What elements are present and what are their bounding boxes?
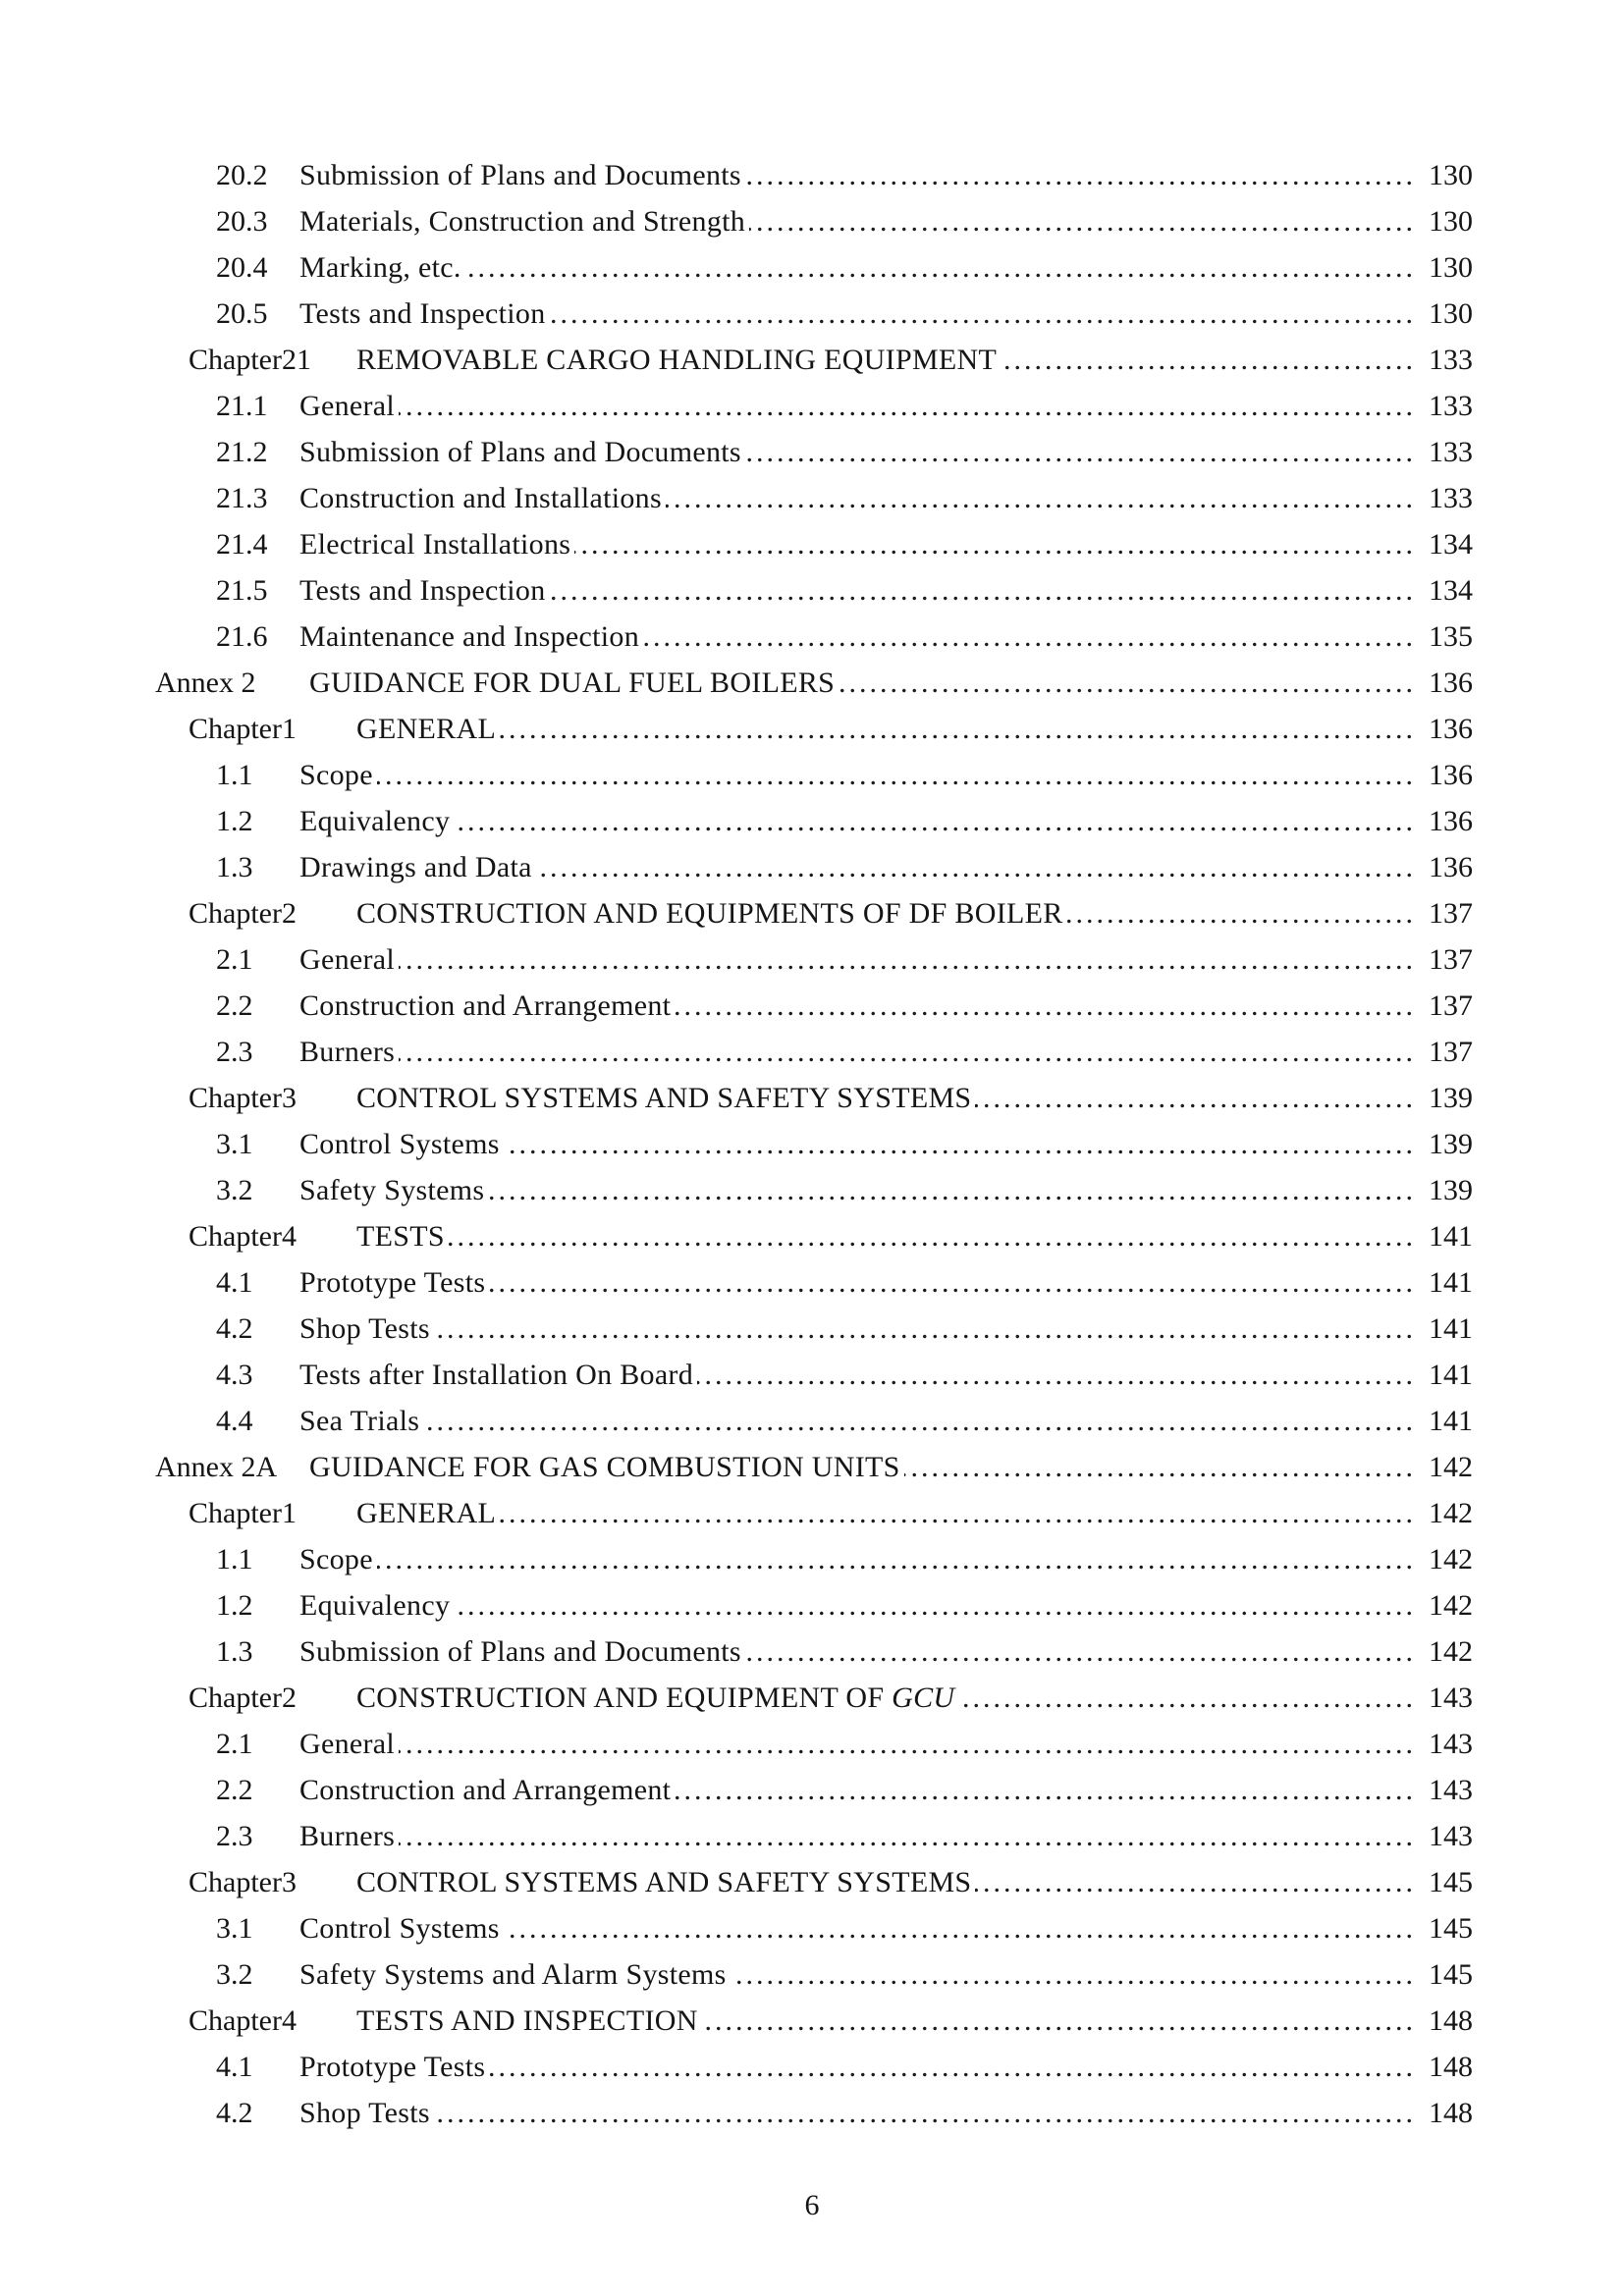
dot-leader: [536, 844, 1416, 890]
toc-entry-title: Drawings and Data: [299, 851, 532, 883]
toc-entry-title: TESTS: [356, 1220, 445, 1253]
toc-entry-title: Submission of Plans and Documents: [299, 436, 741, 468]
toc-entry-label: 21.1: [216, 390, 268, 422]
toc-entry-label-number: 1: [281, 713, 297, 745]
toc-entry-title: Control Systems: [299, 1912, 500, 1945]
toc-entry: [0, 752, 1624, 798]
toc-entry-label: 2.3: [216, 1036, 253, 1068]
toc-entry-title: Equivalency: [299, 1589, 451, 1622]
toc-entry-page: 137: [1429, 943, 1473, 976]
toc-entry-title: Prototype Tests: [299, 2051, 486, 2083]
toc-entry-title: General: [299, 943, 396, 976]
toc-entry: [0, 383, 1624, 429]
toc-entry-label-number: 3: [281, 1866, 297, 1898]
toc-entry-title: Tests and Inspection: [299, 574, 546, 607]
toc-entry-label-text: Annex 2: [155, 667, 256, 699]
toc-entry-label: [189, 1675, 356, 1721]
dot-leader: [745, 152, 1416, 198]
toc-entry-label: 4.2: [216, 1312, 253, 1345]
toc-entry-page: 145: [1429, 1958, 1473, 1991]
toc-entry-label: 21.4: [216, 528, 268, 561]
toc-entry-label: 2.1: [216, 1728, 253, 1760]
toc-entry: [0, 1629, 1624, 1675]
toc-entry-page: 148: [1429, 2004, 1473, 2037]
toc-entry-title: Sea Trials: [299, 1405, 420, 1437]
toc-entry: [0, 429, 1624, 475]
dot-leader: [423, 1398, 1416, 1444]
toc-entry-label: 2.3: [216, 1820, 253, 1852]
toc-entry: [0, 1075, 1624, 1121]
toc-entry: [0, 1352, 1624, 1398]
toc-entry-title: TESTS AND INSPECTION: [356, 2004, 698, 2037]
toc-entry-title: Burners: [299, 1036, 396, 1068]
toc-entry-page: 143: [1429, 1774, 1473, 1806]
dot-leader: [454, 1582, 1416, 1629]
toc-entry-label: [189, 337, 356, 383]
toc-entry: [0, 890, 1624, 936]
dot-leader: [399, 1813, 1416, 1859]
toc-entry-label: 21.5: [216, 574, 268, 607]
toc-entry-label-number: 2: [281, 897, 297, 930]
toc-entry-page: 136: [1429, 667, 1473, 699]
dot-leader: [643, 614, 1416, 660]
toc-entry-title: Maintenance and Inspection: [299, 620, 640, 653]
toc-entry-label-number: 3: [281, 1082, 297, 1114]
toc-entry-page: 143: [1429, 1728, 1473, 1760]
toc-entry-title: Equivalency: [299, 805, 451, 837]
toc-entry: [0, 1121, 1624, 1167]
toc-entry-label: 1.3: [216, 1635, 253, 1668]
dot-leader: [399, 936, 1416, 983]
toc-entry-label: 3.2: [216, 1958, 253, 1991]
toc-entry-label: 2.2: [216, 1774, 253, 1806]
toc-entry-label: [189, 1075, 356, 1121]
toc-entry-label: [189, 1213, 356, 1259]
toc-entry-label: [189, 1859, 356, 1905]
toc-entry-page: 136: [1429, 713, 1473, 745]
toc-entry: [0, 1951, 1624, 1998]
toc-entry-title: Scope: [299, 1543, 373, 1575]
toc-entry-page: 130: [1429, 251, 1473, 284]
toc-entry: [0, 1905, 1624, 1951]
toc-entry-title: Construction and Installations: [299, 482, 662, 514]
toc-entry-label: 3.1: [216, 1912, 253, 1945]
dot-leader: [454, 798, 1416, 844]
dot-leader: [489, 2044, 1416, 2090]
toc-entry-label-number: 4: [281, 1220, 297, 1253]
toc-entry-page: 136: [1429, 851, 1473, 883]
dot-leader: [399, 383, 1416, 429]
toc-entry: [0, 1675, 1624, 1721]
toc-entry-page: 133: [1429, 344, 1473, 376]
toc-entry-page: 145: [1429, 1912, 1473, 1945]
toc-entry-page: 142: [1429, 1543, 1473, 1575]
toc-entry-title: CONTROL SYSTEMS AND SAFETY SYSTEMS: [356, 1866, 972, 1898]
toc-entry-label: 20.2: [216, 159, 268, 191]
toc-entry: [0, 660, 1624, 706]
footer-page-number: 6: [804, 2189, 820, 2221]
toc-entry-label: 3.1: [216, 1128, 253, 1160]
toc-entry: [0, 1029, 1624, 1075]
dot-leader: [697, 1352, 1416, 1398]
toc-entry: [0, 798, 1624, 844]
toc-entry-label-word: Chapter: [189, 1082, 282, 1114]
toc-entry-label: [189, 1998, 356, 2044]
dot-leader: [550, 567, 1416, 614]
dot-leader: [745, 429, 1416, 475]
toc-entry-title: Scope: [299, 759, 373, 791]
toc-entry-label: 4.3: [216, 1359, 253, 1391]
toc-entry-title: Construction and Arrangement: [299, 1774, 672, 1806]
toc-entry-label: 4.1: [216, 2051, 253, 2083]
toc-entry-title: Burners: [299, 1820, 396, 1852]
dot-leader: [574, 521, 1416, 567]
toc-entry: [0, 1490, 1624, 1536]
toc-entry-page: 130: [1429, 159, 1473, 191]
toc-entry-page: 134: [1429, 528, 1473, 561]
toc-entry-title: Control Systems: [299, 1128, 500, 1160]
toc-entry-page: 133: [1429, 436, 1473, 468]
dot-leader: [399, 1029, 1416, 1075]
toc-entry-label-word: Chapter: [189, 1220, 282, 1253]
toc-entry: [0, 2090, 1624, 2136]
toc-entry-title-italic: GCU: [892, 1682, 955, 1714]
dot-leader: [675, 983, 1416, 1029]
toc-entry-label-number: 4: [281, 2004, 297, 2037]
toc-entry-label: [189, 1490, 356, 1536]
dot-leader: [1001, 337, 1416, 383]
toc-entry-page: 141: [1429, 1220, 1473, 1253]
toc-entry-title: GUIDANCE FOR GAS COMBUSTION UNITS: [309, 1451, 900, 1483]
toc-entry: [0, 706, 1624, 752]
toc-entry-title: Tests after Installation On Board: [299, 1359, 694, 1391]
toc-entry-label-word: Chapter: [189, 344, 282, 376]
toc-entry: [0, 1767, 1624, 1813]
toc-entry-title: GUIDANCE FOR DUAL FUEL BOILERS: [309, 667, 836, 699]
dot-leader: [434, 2090, 1416, 2136]
toc-entry-page: 130: [1429, 205, 1473, 238]
toc-entry-page: 139: [1429, 1082, 1473, 1114]
toc-entry-label-word: Chapter: [189, 1497, 282, 1529]
toc-entry: [0, 1998, 1624, 2044]
toc-entry-label: 2.1: [216, 943, 253, 976]
toc-entry-page: 143: [1429, 1682, 1473, 1714]
toc-entry: [0, 844, 1624, 890]
toc-entry-title: General: [299, 1728, 396, 1760]
toc-entry-title: CONSTRUCTION AND EQUIPMENT OF GCU: [356, 1682, 955, 1714]
toc-entry-page: 137: [1429, 989, 1473, 1022]
toc-entry-page: 134: [1429, 574, 1473, 607]
toc-entry-label: 20.3: [216, 205, 268, 238]
toc-entry: [0, 152, 1624, 198]
dot-leader: [504, 1905, 1416, 1951]
toc-entry-label: 3.2: [216, 1174, 253, 1206]
toc-entry-title: Submission of Plans and Documents: [299, 1635, 741, 1668]
toc-entry-page: 130: [1429, 297, 1473, 330]
dot-leader: [465, 244, 1416, 291]
toc-entry-label: [155, 1444, 309, 1490]
toc-entry: [0, 198, 1624, 244]
dot-leader: [675, 1767, 1416, 1813]
toc-entry-title: General: [299, 390, 396, 422]
toc-entry: [0, 1306, 1624, 1352]
toc-entry-title: GENERAL: [356, 1497, 497, 1529]
toc-entry-page: 148: [1429, 2051, 1473, 2083]
toc-entry: [0, 1721, 1624, 1767]
toc-entry-label: 4.4: [216, 1405, 253, 1437]
toc-entry-page: 143: [1429, 1820, 1473, 1852]
toc-entry-page: 142: [1429, 1589, 1473, 1622]
toc-entry-label-word: Chapter: [189, 1866, 282, 1898]
toc-entry: [0, 567, 1624, 614]
toc-entry-label: 1.3: [216, 851, 253, 883]
toc-entry: [0, 1813, 1624, 1859]
dot-leader: [749, 198, 1416, 244]
toc-entry-title: Safety Systems and Alarm Systems: [299, 1958, 727, 1991]
dot-leader: [550, 291, 1416, 337]
toc-entry-label: [155, 660, 309, 706]
toc-entry-page: 141: [1429, 1266, 1473, 1299]
dot-leader: [1067, 890, 1416, 936]
toc-entry: [0, 1213, 1624, 1259]
toc-entry: [0, 337, 1624, 383]
toc-entry-label-word: Chapter: [189, 2004, 282, 2037]
toc-entry: [0, 1259, 1624, 1306]
toc-entry: [0, 1536, 1624, 1582]
toc-entry: [0, 291, 1624, 337]
toc-entry-page: 141: [1429, 1359, 1473, 1391]
toc-entry-page: 137: [1429, 1036, 1473, 1068]
toc-entry: [0, 1582, 1624, 1629]
toc-entry-page: 145: [1429, 1866, 1473, 1898]
toc-entry-title: Marking, etc.: [299, 251, 461, 284]
toc-entry-title: Shop Tests: [299, 2097, 430, 2129]
toc-entry-page: 133: [1429, 390, 1473, 422]
dot-leader: [904, 1444, 1416, 1490]
toc-entry-label: 20.4: [216, 251, 268, 284]
dot-leader: [504, 1121, 1416, 1167]
toc-entry-title: Shop Tests: [299, 1312, 430, 1345]
toc-entry-label-number: 1: [281, 1497, 297, 1529]
dot-leader: [489, 1259, 1416, 1306]
toc-entry-label-word: Chapter: [189, 713, 282, 745]
toc-entry-title: CONSTRUCTION AND EQUIPMENTS OF DF BOILER: [356, 897, 1063, 930]
toc-entry-label: 4.1: [216, 1266, 253, 1299]
toc-entry-page: 137: [1429, 897, 1473, 930]
dot-leader: [377, 752, 1416, 798]
toc-entry-title: REMOVABLE CARGO HANDLING EQUIPMENT: [356, 344, 998, 376]
toc-entry: [0, 2044, 1624, 2090]
toc-entry-title: Tests and Inspection: [299, 297, 546, 330]
dot-leader: [500, 1490, 1416, 1536]
dot-leader: [500, 706, 1416, 752]
toc-entry-label: [189, 706, 356, 752]
toc-entry-page: 142: [1429, 1451, 1473, 1483]
toc-entry-label: 1.1: [216, 759, 253, 791]
toc-entry-label-text: Annex 2A: [155, 1451, 278, 1483]
toc-entry: [0, 983, 1624, 1029]
dot-leader: [666, 475, 1416, 521]
dot-leader: [399, 1721, 1416, 1767]
dot-leader: [434, 1306, 1416, 1352]
toc-entry: [0, 475, 1624, 521]
toc-entry-label-number: 2: [281, 1682, 297, 1714]
toc-entry-label-word: Chapter: [189, 1682, 282, 1714]
toc-entry-label: 21.2: [216, 436, 268, 468]
toc-entry: [0, 244, 1624, 291]
toc-entry: [0, 521, 1624, 567]
toc-entry-label: 1.2: [216, 1589, 253, 1622]
toc-entry-page: 135: [1429, 620, 1473, 653]
toc-entry-title: CONTROL SYSTEMS AND SAFETY SYSTEMS: [356, 1082, 972, 1114]
toc-entry-title: Submission of Plans and Documents: [299, 159, 741, 191]
dot-leader: [745, 1629, 1416, 1675]
toc-entry-title: Safety Systems: [299, 1174, 485, 1206]
toc-entry-label-number: 21: [281, 344, 311, 376]
dot-leader: [839, 660, 1416, 706]
toc-entry-page: 139: [1429, 1174, 1473, 1206]
toc-entry-label: [189, 890, 356, 936]
toc-entry-page: 139: [1429, 1128, 1473, 1160]
toc-entry-title: Materials, Construction and Strength: [299, 205, 746, 238]
toc-entry-title: Construction and Arrangement: [299, 989, 672, 1022]
dot-leader: [702, 1998, 1416, 2044]
dot-leader: [449, 1213, 1416, 1259]
toc-entry-label: 20.5: [216, 297, 268, 330]
toc-entry-label: 4.2: [216, 2097, 253, 2129]
toc-entry-page: 141: [1429, 1405, 1473, 1437]
toc-entry-label: 21.6: [216, 620, 268, 653]
toc-entry: [0, 936, 1624, 983]
toc-entry-page: 133: [1429, 482, 1473, 514]
toc-entry-title: Prototype Tests: [299, 1266, 486, 1299]
toc-entry-page: 136: [1429, 805, 1473, 837]
toc-entry-page: 141: [1429, 1312, 1473, 1345]
toc-entry-label: 1.2: [216, 805, 253, 837]
dot-leader: [975, 1859, 1416, 1905]
toc-entry-title: GENERAL: [356, 713, 497, 745]
dot-leader: [488, 1167, 1416, 1213]
toc-entry-page: 142: [1429, 1497, 1473, 1529]
toc-entry-page: 142: [1429, 1635, 1473, 1668]
toc-entry: [0, 1859, 1624, 1905]
table-of-contents: [0, 152, 1624, 2136]
toc-entry-label-word: Chapter: [189, 897, 282, 930]
toc-entry-label: 21.3: [216, 482, 268, 514]
toc-entry-label: 1.1: [216, 1543, 253, 1575]
toc-entry-title: Electrical Installations: [299, 528, 571, 561]
toc-entry: [0, 1167, 1624, 1213]
toc-entry-page: 148: [1429, 2097, 1473, 2129]
dot-leader: [958, 1675, 1416, 1721]
dot-leader: [377, 1536, 1416, 1582]
toc-entry-page: 136: [1429, 759, 1473, 791]
toc-entry: [0, 1398, 1624, 1444]
dot-leader: [975, 1075, 1416, 1121]
toc-entry: [0, 614, 1624, 660]
toc-entry: [0, 1444, 1624, 1490]
dot-leader: [731, 1951, 1416, 1998]
toc-entry-label: 2.2: [216, 989, 253, 1022]
